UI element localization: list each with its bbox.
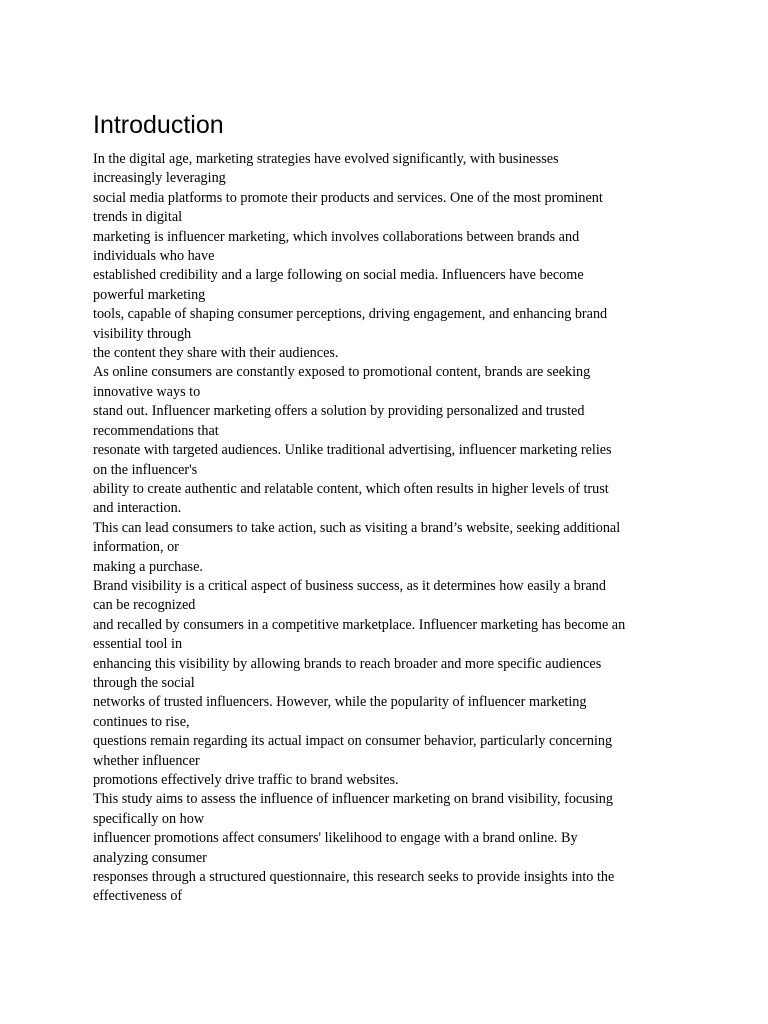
text-line: making a purchase. bbox=[93, 558, 203, 575]
text-line: visibility through bbox=[93, 325, 192, 342]
text-line: continues to rise, bbox=[93, 713, 190, 730]
text-line: effectiveness of bbox=[93, 888, 183, 905]
text-line: recommendations that bbox=[93, 422, 219, 439]
text-line: This can lead consumers to take action, such as visiting a brand’s website, seeking additional bbox=[93, 519, 621, 536]
text-line: As online consumers are constantly exposed to promotional content, brands are seeking bbox=[93, 364, 591, 381]
text-line: specifically on how bbox=[93, 810, 205, 827]
text-line: individuals who have bbox=[93, 248, 215, 265]
page-title: Introduction bbox=[93, 111, 224, 139]
text-line: essential tool in bbox=[93, 636, 183, 653]
text-line: powerful marketing bbox=[93, 286, 206, 303]
text-line: innovative ways to bbox=[93, 383, 201, 400]
text-line: the content they share with their audiences. bbox=[93, 345, 339, 362]
text-line: promotions effectively drive traffic to brand websites. bbox=[93, 772, 399, 788]
text-line: Brand visibility is a critical aspect of business success, as it determines how easily a brand bbox=[93, 577, 606, 594]
text-line: established credibility and a large following on social media. Influencers have become bbox=[93, 267, 584, 284]
text-line: questions remain regarding its actual impact on consumer behavior, particularly concerning bbox=[93, 733, 613, 750]
text-line: and recalled by consumers in a competitive marketplace. Influencer marketing has become an bbox=[93, 616, 626, 633]
text-line: marketing is influencer marketing, which involves collaborations between brands and bbox=[93, 228, 580, 245]
text-line: analyzing consumer bbox=[93, 849, 207, 866]
text-line: can be recognized bbox=[93, 597, 196, 614]
text-line: trends in digital bbox=[93, 209, 183, 226]
text-line: and interaction. bbox=[93, 500, 182, 517]
text-line: social media platforms to promote their products and services. One of the most prominent bbox=[93, 189, 603, 206]
text-line: networks of trusted influencers. However, while the popularity of influencer marketing bbox=[93, 694, 587, 711]
text-line: responses through a structured questionnaire, this research seeks to provide insights into the bbox=[93, 869, 615, 886]
text-line: on the influencer's bbox=[93, 461, 198, 478]
text-line: enhancing this visibility by allowing brands to reach broader and more specific audiences bbox=[93, 655, 602, 672]
text-line: through the social bbox=[93, 674, 195, 691]
body-text bbox=[93, 150, 693, 907]
text-line: increasingly leveraging bbox=[93, 170, 226, 187]
text-line: In the digital age, marketing strategies have evolved significantly, with businesses bbox=[93, 151, 559, 167]
text-line: influencer promotions affect consumers' likelihood to engage with a brand online. By bbox=[93, 830, 578, 847]
text-line: resonate with targeted audiences. Unlike traditional advertising, influencer marketing relies bbox=[93, 442, 612, 459]
text-line: whether influencer bbox=[93, 752, 200, 769]
text-line: tools, capable of shaping consumer perceptions, driving engagement, and enhancing brand bbox=[93, 306, 608, 323]
text-line: ability to create authentic and relatable content, which often results in higher levels of trust bbox=[93, 480, 609, 497]
text-line: This study aims to assess the influence of influencer marketing on brand visibility, focusing bbox=[93, 791, 613, 808]
text-line: information, or bbox=[93, 539, 179, 556]
text-line: stand out. Influencer marketing offers a solution by providing personalized and trusted bbox=[93, 403, 585, 420]
